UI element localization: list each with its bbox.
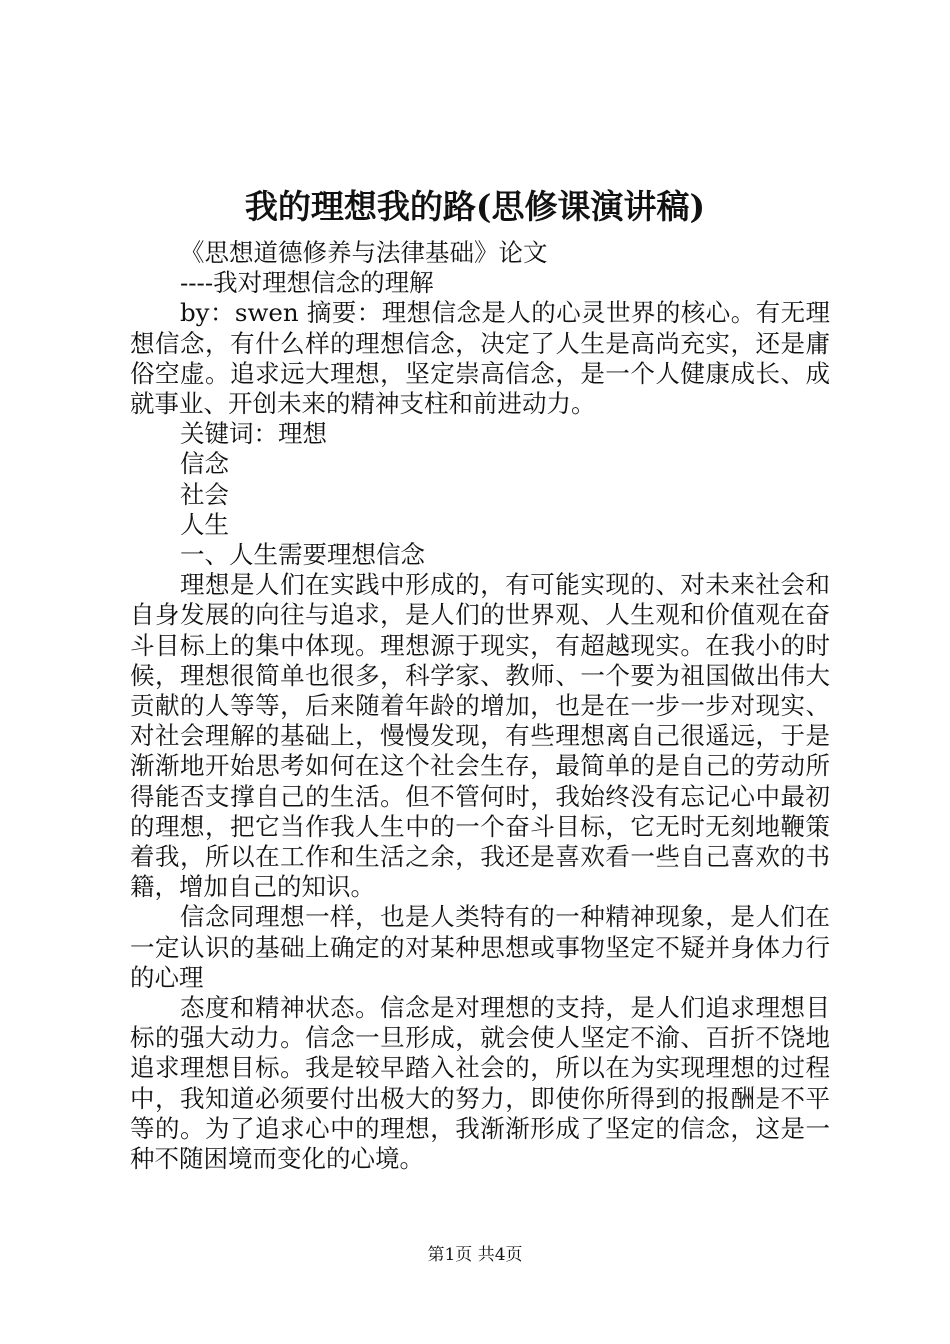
- body-paragraph: 态度和精神状态。信念是对理想的支持，是人们追求理想目标的强大动力。信念一旦形成，就会使人坚定不渝、百折不饶地追求理想目标。我是较早踏入社会的，所以在为实现理想的过程中，我知道必须要付出极大的努力，即使你所得到的报酬是不平等的。为了追求心中的理想，我渐渐形成了坚定的信念，这是一种不随困境而变化的心境。: [130, 993, 830, 1174]
- document-body: [130, 238, 830, 1174]
- body-paragraph: 信念同理想一样，也是人类特有的一种精神现象，是人们在一定认识的基础上确定的对某种思想或事物坚定不疑并身体力行的心理: [130, 902, 830, 992]
- body-paragraph: 理想是人们在实践中形成的，有可能实现的、对未来社会和自身发展的向往与追求，是人们的世界观、人生观和价值观在奋斗目标上的集中体现。理想源于现实，有超越现实。在我小的时候，理想很简单也很多，科学家、教师、一个要为祖国做出伟大贡献的人等等，后来随着年龄的增加，也是在一步一步对现实、对社会理解的基础上，慢慢发现，有些理想离自己很遥远，于是渐渐地开始思考如何在这个社会生存，最简单的是自己的劳动所得能否支撑自己的生活。但不管何时，我始终没有忘记心中最初的理想，把它当作我人生中的一个奋斗目标，它无时无刻地鞭策着我，所以在工作和生活之余，我还是喜欢看一些自己喜欢的书籍，增加自己的知识。: [130, 570, 830, 902]
- page-footer: 第1页 共4页: [427, 1245, 523, 1265]
- keyword-item: 人生: [180, 509, 229, 539]
- abstract-paragraph: by：swen 摘要：理想信念是人的心灵世界的核心。有无理想信念，有什么样的理想信念，决定了人生是高尚充实，还是庸俗空虚。追求远大理想，坚定崇高信念，是一个人健康成长、成就事业、开创未来的精神支柱和前进动力。: [130, 298, 830, 419]
- subheading: ----我对理想信念的理解: [180, 268, 434, 298]
- subtitle: 《思想道德修养与法律基础》论文: [180, 238, 548, 267]
- keyword-item: 社会: [180, 479, 229, 509]
- section-heading: 一、人生需要理想信念: [180, 540, 425, 570]
- keywords-label: 关键词：理想: [180, 419, 327, 449]
- keyword-item: 信念: [180, 449, 229, 479]
- document-title: 我的理想我的路(思修课演讲稿): [244, 187, 706, 226]
